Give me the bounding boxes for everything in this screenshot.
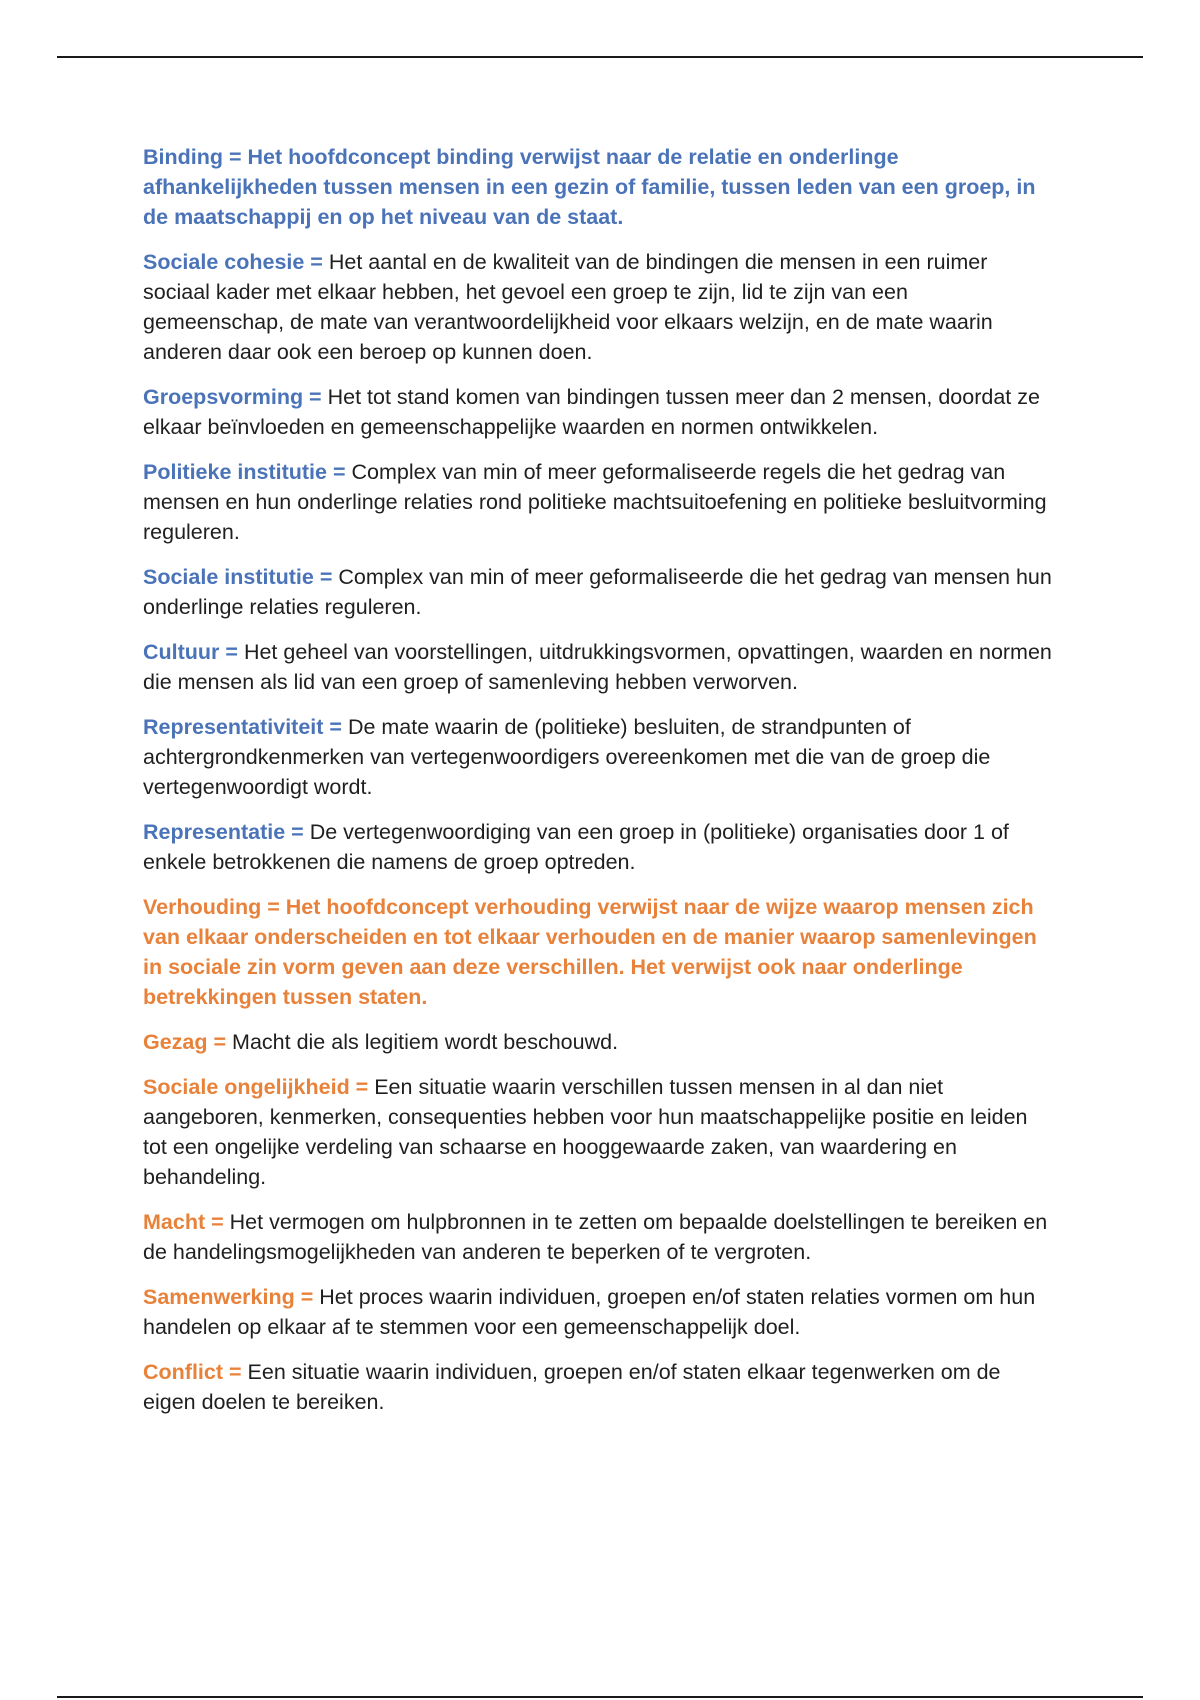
glossary-entry: [143, 1282, 1053, 1342]
entry-definition: Een situatie waarin individuen, groepen en/of staten elkaar tegenwerken om de eigen doelen te bereiken.: [143, 1360, 1001, 1414]
glossary-entry: [143, 382, 1053, 442]
glossary-entry: [143, 562, 1053, 622]
entry-definition: Het geheel van voorstellingen, uitdrukkingsvormen, opvattingen, waarden en normen die mensen als lid van een groep of samenleving hebben verworven.: [143, 640, 1052, 694]
bottom-rule: [57, 1696, 1143, 1698]
entry-definition: De vertegenwoordiging van een groep in (politieke) organisaties door 1 of enkele betrokkenen die namens de groep optreden.: [143, 820, 1009, 874]
entry-definition: Het tot stand komen van bindingen tussen meer dan 2 mensen, doordat ze elkaar beïnvloeden en gemeenschappelijke waarden en normen ontwikkelen.: [143, 385, 1040, 439]
entry-term: Verhouding =: [143, 895, 280, 919]
entry-definition: Complex van min of meer geformaliseerde regels die het gedrag van mensen en hun onderlinge relaties rond politieke machtsuitoefening en politieke besluitvorming reguleren.: [143, 460, 1047, 544]
entry-term: Cultuur =: [143, 640, 238, 664]
glossary-entry: [143, 712, 1053, 802]
glossary-entry: [143, 247, 1053, 367]
entry-definition: Het aantal en de kwaliteit van de bindingen die mensen in een ruimer sociaal kader met elkaar hebben, het gevoel een groep te zijn, lid te zijn van een gemeenschap, de mate van verantwoordelijkheid voor elkaars welzijn, en de mate waarin anderen daar ook een beroep op kunnen doen.: [143, 250, 993, 364]
entry-term: Gezag =: [143, 1030, 227, 1054]
glossary-entry: [143, 142, 1053, 232]
entry-definition: Het proces waarin individuen, groepen en/of staten relaties vormen om hun handelen op elkaar af te stemmen voor een gemeenschappelijk doel.: [143, 1285, 1036, 1339]
top-rule: [57, 56, 1143, 58]
entry-definition: Complex van min of meer geformaliseerde die het gedrag van mensen hun onderlinge relaties reguleren.: [143, 565, 1052, 619]
glossary-entry: [143, 1207, 1053, 1267]
entry-definition: Een situatie waarin verschillen tussen mensen in al dan niet aangeboren, kenmerken, consequenties hebben voor hun maatschappelijke positie en leiden tot een ongelijke verdeling van schaarse en hooggewaarde zaken, van waardering en behandeling.: [143, 1075, 1028, 1189]
entry-term: Conflict =: [143, 1360, 242, 1384]
entry-definition: De mate waarin de (politieke) besluiten, de strandpunten of achtergrondkenmerken van vertegenwoordigers overeenkomen met die van de groep die vertegenwoordigt wordt.: [143, 715, 991, 799]
glossary-entry: [143, 457, 1053, 547]
entry-term: Politieke institutie =: [143, 460, 346, 484]
glossary-entry: [143, 1072, 1053, 1192]
entry-term: Sociale institutie =: [143, 565, 333, 589]
entry-definition: Het vermogen om hulpbronnen in te zetten om bepaalde doelstellingen te bereiken en de handelingsmogelijkheden van anderen te beperken of te vergroten.: [143, 1210, 1048, 1264]
entry-term: Representativiteit =: [143, 715, 342, 739]
glossary-entry: [143, 817, 1053, 877]
entry-term: Sociale ongelijkheid =: [143, 1075, 369, 1099]
entry-term: Groepsvorming =: [143, 385, 322, 409]
entry-term: Samenwerking =: [143, 1285, 314, 1309]
entry-definition: Het hoofdconcept verhouding verwijst naar de wijze waarop mensen zich van elkaar onderscheiden en tot elkaar verhouden en de manier waarop samenlevingen in sociale zin vorm geven aan deze verschillen. Het verwijst ook naar onderlinge betrekkingen tussen staten.: [143, 895, 1037, 1009]
entry-term: Representatie =: [143, 820, 304, 844]
glossary-entry: [143, 637, 1053, 697]
entry-term: Macht =: [143, 1210, 224, 1234]
glossary-entry: [143, 1357, 1053, 1417]
glossary-entry: [143, 892, 1053, 1012]
entry-definition: Macht die als legitiem wordt beschouwd.: [232, 1030, 619, 1054]
entry-term: Binding =: [143, 145, 242, 169]
glossary-entry: [143, 1027, 1053, 1057]
glossary: [143, 142, 1053, 1432]
entry-term: Sociale cohesie =: [143, 250, 323, 274]
entry-definition: Het hoofdconcept binding verwijst naar de relatie en onderlinge afhankelijkheden tussen mensen in een gezin of familie, tussen leden van een groep, in de maatschappij en op het niveau van de staat.: [143, 145, 1036, 229]
